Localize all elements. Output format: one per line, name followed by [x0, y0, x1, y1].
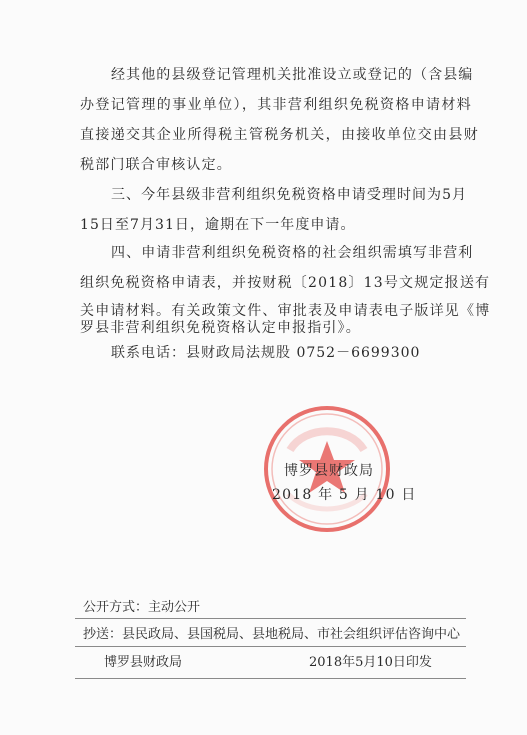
body-line-7: 四、申请非营利组织免税资格的社会组织需填写非营利: [111, 245, 474, 261]
footer-divider-top: [75, 618, 466, 619]
body-line-6: 15日至7月31日，逾期在下一年度申请。: [80, 217, 356, 233]
body-line-4: 税部门联合审核认定。: [80, 157, 232, 173]
body-line-3: 直接递交其企业所得税主管税务机关，由接收单位交由县财: [80, 127, 480, 143]
footer-divider-bottom: [75, 678, 466, 679]
body-line-1: 经其他的县级登记管理机关批准设立或登记的（含县编: [111, 67, 474, 83]
signature-date: 2018 年 5 月 10 日: [272, 487, 417, 503]
disclosure-method: 公开方式：主动公开: [83, 600, 201, 615]
signature-name: 博罗县财政局: [284, 463, 374, 479]
cc-list: 抄送：县民政局、县国税局、县地税局、市社会组织评估咨询中心: [83, 627, 461, 642]
body-line-8: 组织免税资格申请表，并按财税〔2018〕13号文规定报送有: [80, 275, 491, 291]
footer-divider-middle: [75, 646, 466, 647]
body-line-10-visible: 罗县非营利组织免税资格认定申报指引》。: [80, 320, 361, 336]
print-date: 2018年5月10日印发: [309, 655, 432, 670]
body-line-9: 关申请材料。有关政策文件、审批表及申请表电子版详见《博: [80, 303, 491, 319]
body-line-2: 办登记管理的事业单位），其非营利组织免税资格申请材料: [80, 97, 473, 113]
body-line-5: 三、今年县级非营利组织免税资格申请受理时间为5月: [111, 187, 468, 203]
issuer-name: 博罗县财政局: [104, 655, 183, 670]
contact-visible: 联系电话：县财政局法规股 0752－6699300: [111, 345, 421, 361]
